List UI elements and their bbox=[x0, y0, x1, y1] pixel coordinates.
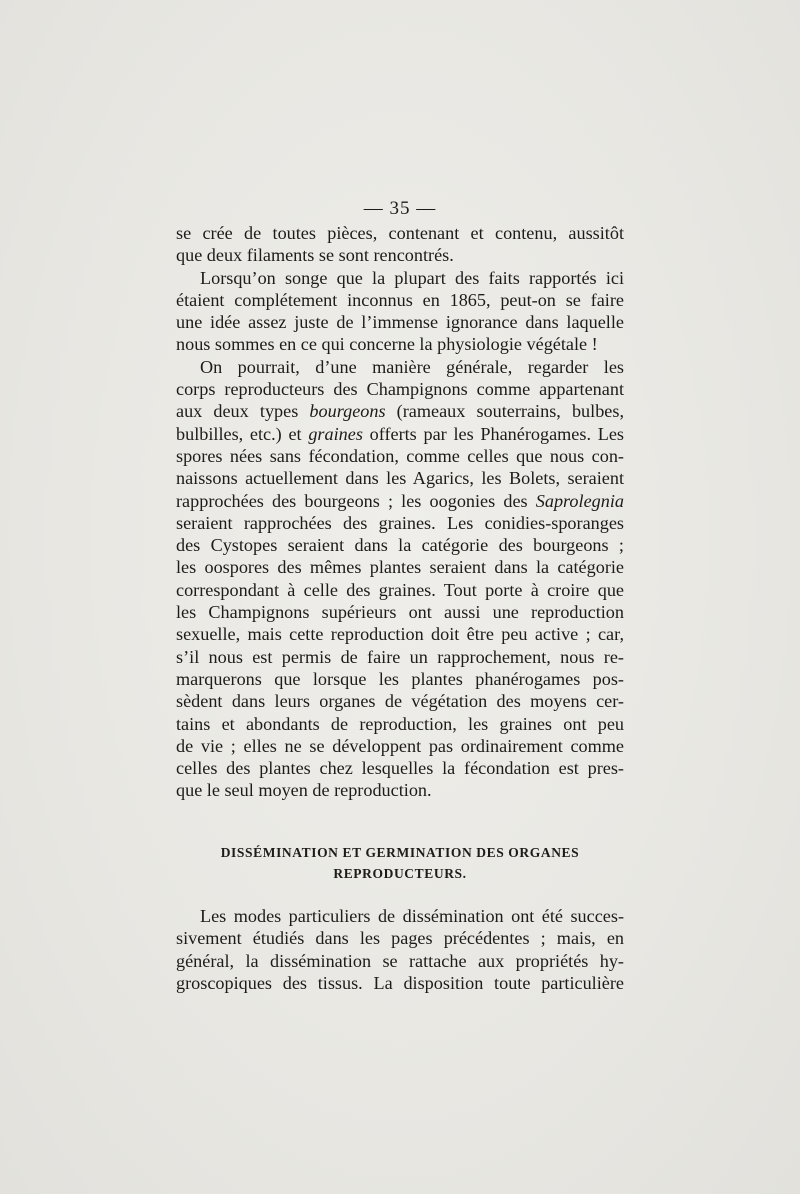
main-paragraphs bbox=[176, 222, 624, 802]
text-line: seraient rapprochées des graines. Les conidies-sporanges bbox=[176, 512, 624, 533]
text-line: se crée de toutes pièces, contenant et contenu, aussitôt bbox=[176, 223, 624, 243]
text-line-italic-graines: bulbilles, etc.) et graines offerts par les Phanérogames. Les bbox=[176, 423, 624, 444]
section-heading-line-2: REPRODUCTEURS. bbox=[333, 866, 467, 881]
text-line: les oospores des mêmes plantes seraient dans la catégorie bbox=[176, 557, 624, 578]
text-line: étaient complétement inconnus en 1865, peut-on se faire bbox=[176, 289, 624, 310]
text-line: nous sommes en ce qui concerne la physiologie végétale ! bbox=[176, 334, 598, 355]
italic-term: bourgeons bbox=[309, 401, 386, 422]
text-line: Lorsqu’on songe que la plupart des faits rapportés ici bbox=[200, 267, 624, 288]
italic-term: Saprolegnia bbox=[535, 490, 624, 511]
text-line: s’il nous est permis de faire un rapprochement, nous re- bbox=[176, 646, 624, 667]
text-line: On pourrait, d’une manière générale, regarder les bbox=[200, 356, 624, 377]
text-line: de vie ; elles ne se développent pas ordinairement comme bbox=[176, 735, 624, 756]
text-line: tains et abondants de reproduction, les graines ont peu bbox=[176, 713, 624, 734]
text-line: marquerons que lorsque les plantes phanérogames pos- bbox=[176, 668, 624, 689]
text-line: général, la dissémination se rattache aux propriétés hy- bbox=[176, 950, 624, 971]
text-line: sivement étudiés dans les pages précédentes ; mais, en bbox=[176, 928, 624, 949]
text-line: sèdent dans leurs organes de végétation des moyens cer- bbox=[176, 691, 624, 712]
text-line: naissons actuellement dans les Agarics, les Bolets, seraient bbox=[176, 468, 624, 489]
text-line: sexuelle, mais cette reproduction doit être peu active ; car, bbox=[176, 624, 624, 645]
text-line: corps reproducteurs des Champignons comme appartenant bbox=[176, 379, 624, 400]
text-line: Les modes particuliers de dissémination ont été succes- bbox=[200, 906, 624, 926]
text-line: que deux filaments se sont rencontrés. bbox=[176, 245, 454, 266]
text-line-italic-saprolegnia: rapprochées des bourgeons ; les oogonies des Saprolegnia bbox=[176, 490, 624, 511]
text-line: des Cystopes seraient dans la catégorie des bourgeons ; bbox=[176, 535, 624, 556]
italic-term: graines bbox=[308, 423, 363, 444]
text-line: une idée assez juste de l’immense ignorance dans laquelle bbox=[176, 312, 624, 333]
text-line: groscopiques des tissus. La disposition toute particulière bbox=[176, 972, 624, 993]
text-line: que le seul moyen de reproduction. bbox=[176, 780, 432, 801]
text-line: correspondant à celle des graines. Tout porte à croire que bbox=[176, 579, 624, 600]
text-line: celles des plantes chez lesquelles la fécondation est pres- bbox=[176, 758, 624, 779]
text-line-italic-bourgeons: aux deux types bourgeons (rameaux souterrains, bulbes, bbox=[176, 401, 624, 422]
page-number: — 35 — bbox=[363, 198, 437, 219]
section-heading-line-1: DISSÉMINATION ET GERMINATION DES ORGANES bbox=[220, 845, 580, 860]
text-line: spores nées sans fécondation, comme celles que nous con- bbox=[176, 445, 624, 466]
section-paragraph bbox=[176, 905, 624, 994]
text-line: les Champignons supérieurs ont aussi une reproduction bbox=[176, 602, 624, 623]
